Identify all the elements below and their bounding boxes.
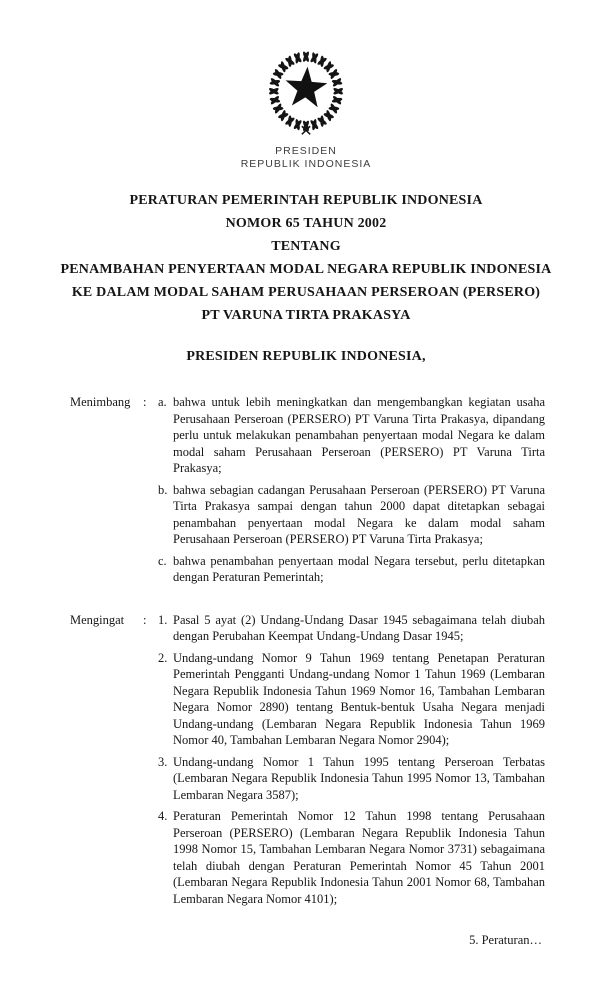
title-line-peraturan: PERATURAN PEMERINTAH REPUBLIK INDONESIA — [129, 193, 483, 208]
item-text: bahwa sebagian cadangan Perusahaan Perseroan (PERSERO) PT Varuna Tirta Prakasya sampai dengan tahun 2000 dapat ditetapkan sebagai penambahan penyertaan modal Negara ke dalam modal saham Perusahaan Perseroan (PERSERO) PT Varuna Tirta Prakasya; — [173, 482, 545, 546]
list-item — [158, 482, 545, 548]
title-line-subject-2: KE DALAM MODAL SAHAM PERUSAHAAN PERSEROAN (PERSERO) — [71, 285, 541, 300]
title-line-subject-1: PENAMBAHAN PENYERTAAN MODAL NEGARA REPUBLIK INDONESIA — [60, 262, 552, 277]
menimbang-label: Menimbang — [70, 395, 131, 409]
menimbang-colon: : — [143, 395, 147, 409]
list-item — [158, 650, 545, 749]
item-marker: c. — [158, 553, 167, 568]
item-marker: 4. — [158, 809, 168, 823]
item-marker: 1. — [158, 612, 168, 627]
presidential-seal-icon — [262, 46, 350, 140]
item-text: Undang-undang Nomor 9 Tahun 1969 tentang Penetapan Peraturan Pemerintah Pengganti Undang-undang Nomor 1 Tahun 1969 (Lembaran Negara Republik Indonesia Tahun 1969 Nomor 16, Tambahan Lembaran Negara Nomor 2890) tentang Bentuk-bentuk Usaha Negara menjadi Undang-undang (Lembaran Negara Republik Indonesia Tahun 1969 Nomor 40, Tambahan Lembaran Negara Nomor 2904); — [173, 650, 545, 747]
item-marker: a. — [158, 395, 167, 409]
list-item — [158, 612, 545, 645]
title-line-subject-3: PT VARUNA TIRTA PRAKASYA — [201, 308, 411, 323]
list-item — [158, 808, 545, 907]
mengingat-colon: : — [143, 612, 147, 627]
item-marker: b. — [158, 482, 168, 497]
item-marker: 3. — [158, 754, 168, 769]
regulation-title — [0, 189, 612, 327]
letterhead — [0, 0, 612, 171]
list-item — [158, 553, 545, 586]
section-mengingat — [0, 612, 612, 908]
item-text: bahwa untuk lebih meningkatkan dan mengembangkan kegiatan usaha Perusahaan Perseroan (PERSERO) PT Varuna Tirta Prakasya, dipandang perlu untuk melakukan penambahan penyertaan modal Negara ke dalam modal saham Perusahaan Perseroan (PERSERO) PT Varuna Tirta Prakasya; — [173, 395, 545, 475]
menimbang-items — [158, 394, 545, 586]
mengingat-label: Mengingat — [70, 612, 125, 627]
list-item — [158, 754, 545, 804]
title-line-nomor: NOMOR 65 TAHUN 2002 — [225, 216, 387, 231]
star-icon — [284, 65, 329, 108]
section-menimbang — [0, 394, 612, 586]
item-text: Pasal 5 ayat (2) Undang-Undang Dasar 1945 sebagaimana telah diubah dengan Perubahan Keempat Undang-Undang Dasar 1945; — [173, 612, 545, 643]
item-marker: 2. — [158, 650, 168, 665]
letterhead-presiden: PRESIDEN — [275, 145, 337, 157]
title-line-tentang: TENTANG — [271, 239, 341, 254]
item-text: bahwa penambahan penyertaan modal Negara tersebut, perlu ditetapkan dengan Peraturan Pemerintah; — [173, 553, 545, 584]
mengingat-items — [158, 612, 545, 908]
item-text: Peraturan Pemerintah Nomor 12 Tahun 1998 tentang Perusahaan Perseroan (PERSERO) (Lembaran Negara Republik Indonesia Tahun 1998 Nomor 15, Tambahan Lembaran Negara Nomor 3731) sebagaimana telah diubah dengan Peraturan Pemerintah Nomor 45 Tahun 2001 (Lembaran Negara Republik Indonesia Tahun 2001 Nomor 68, Tambahan Lembaran Negara Nomor 4101); — [173, 809, 545, 906]
letterhead-republik-indonesia: REPUBLIK INDONESIA — [240, 158, 372, 170]
preamble-heading: PRESIDEN REPUBLIK INDONESIA, — [186, 349, 426, 364]
catchword-next-page: 5. Peraturan… — [469, 933, 542, 947]
list-item — [158, 394, 545, 477]
item-text: Undang-undang Nomor 1 Tahun 1995 tentang Perseroan Terbatas (Lembaran Negara Republik Indonesia Tahun 1995 Nomor 13, Tambahan Lembaran Negara 3587); — [173, 754, 545, 802]
